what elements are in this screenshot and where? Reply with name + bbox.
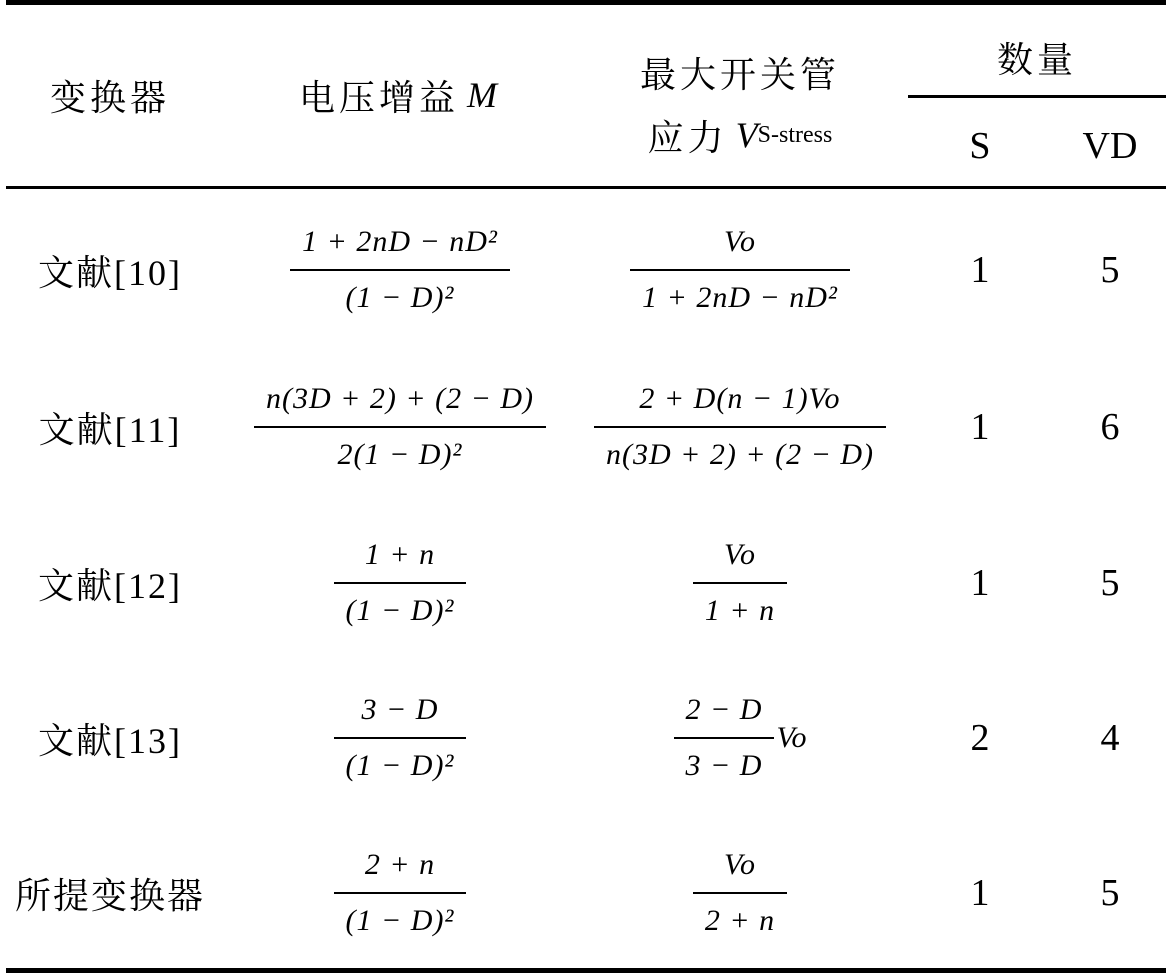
row-count-s: [930, 708, 1030, 768]
header-count: [908, 30, 1166, 85]
stress-tail: Vo: [776, 721, 807, 754]
row-gain: [220, 210, 580, 330]
header-bottom-rule: [6, 186, 1166, 189]
header-count-s-text: S: [969, 124, 991, 167]
row-name-text: 文献[12]: [38, 565, 182, 606]
row-name: [0, 703, 220, 773]
row-gain: [220, 523, 580, 643]
header-count-vd-text: VD: [1082, 124, 1138, 167]
row-count-vd: [1060, 397, 1160, 457]
header-stress-line1-text: 最大开关管: [639, 54, 840, 95]
row-gain: [220, 678, 580, 798]
gain-numerator: 1 + 2nD − nD²: [302, 225, 498, 258]
gain-fraction-bar: [290, 269, 510, 271]
stress-fraction-bar: [693, 892, 787, 894]
row-name: [0, 392, 220, 462]
gain-fraction-bar: [334, 737, 467, 739]
stress-numerator: Vo: [724, 225, 756, 258]
row-count-s-text: 1: [970, 872, 990, 914]
row-stress: [580, 367, 900, 487]
row-count-s: [930, 553, 1030, 613]
row-name-text: 文献[10]: [38, 252, 182, 293]
row-name-text: 所提变换器: [14, 875, 205, 916]
row-stress: [580, 210, 900, 330]
row-count-vd-text: 6: [1100, 406, 1120, 448]
header-converter-text: 变换器: [49, 77, 170, 118]
row-count-vd-text: 5: [1100, 562, 1120, 604]
stress-fraction-bar: [630, 269, 850, 271]
header-count-s: [930, 118, 1030, 173]
row-count-vd: [1060, 240, 1160, 300]
stress-denominator: 1 + 2nD − nD²: [642, 281, 838, 314]
stress-denominator: 1 + n: [704, 594, 776, 627]
gain-fraction-bar: [334, 892, 467, 894]
stress-denominator: 2 + n: [704, 904, 776, 937]
row-count-s: [930, 863, 1030, 923]
row-count-vd-text: 5: [1100, 249, 1120, 291]
stress-fraction-bar: [674, 737, 775, 739]
row-name: [0, 548, 220, 618]
stress-numerator: 2 − D: [685, 693, 763, 726]
gain-numerator: 3 − D: [361, 693, 439, 726]
row-count-vd-text: 4: [1100, 717, 1120, 759]
row-name: [0, 235, 220, 305]
header-stress-line2: [590, 105, 890, 165]
stress-numerator: 2 + D(n − 1)Vo: [639, 382, 841, 415]
row-count-s-text: 1: [970, 249, 990, 291]
stress-denominator: n(3D + 2) + (2 − D): [605, 438, 875, 471]
stress-expression: [674, 691, 807, 785]
gain-numerator: n(3D + 2) + (2 − D): [265, 382, 535, 415]
row-count-s-text: 2: [970, 717, 990, 759]
header-gain-symbol: M: [467, 75, 501, 115]
row-count-s-text: 1: [970, 406, 990, 448]
header-gain: [250, 60, 550, 130]
gain-fraction-bar: [254, 426, 546, 428]
stress-fraction: [630, 223, 850, 317]
stress-expression: [693, 536, 787, 630]
row-name: [0, 858, 220, 928]
header-stress-symbol: V: [735, 115, 758, 155]
row-count-vd: [1060, 863, 1160, 923]
row-name-text: 文献[13]: [38, 720, 182, 761]
row-count-s: [930, 397, 1030, 457]
gain-denominator: (1 − D)²: [345, 594, 455, 627]
stress-numerator: Vo: [724, 538, 756, 571]
gain-fraction: [334, 691, 467, 785]
header-converter: [10, 60, 210, 130]
row-stress: [580, 523, 900, 643]
header-count-text: 数量: [996, 40, 1077, 80]
stress-expression: [630, 223, 850, 317]
header-stress-line1: [590, 42, 890, 102]
gain-denominator: 2(1 − D)²: [337, 438, 463, 471]
row-name-text: 文献[11]: [38, 409, 182, 450]
row-gain: [220, 367, 580, 487]
gain-fraction-bar: [334, 582, 467, 584]
top-rule: [6, 0, 1166, 5]
stress-denominator: 3 − D: [685, 749, 763, 782]
gain-fraction: [334, 536, 467, 630]
stress-expression: [594, 380, 886, 474]
header-stress-line2-text: 应力: [647, 117, 728, 158]
gain-numerator: 2 + n: [364, 848, 436, 881]
row-count-vd: [1060, 708, 1160, 768]
stress-fraction: [693, 846, 787, 940]
stress-fraction-bar: [693, 582, 787, 584]
stress-fraction: [594, 380, 886, 474]
gain-fraction: [334, 846, 467, 940]
header-stress-sub: S-stress: [757, 121, 833, 148]
header-count-vd: [1060, 118, 1160, 173]
count-group-rule: [908, 95, 1166, 98]
header-gain-text: 电压增益: [298, 77, 459, 118]
bottom-rule: [6, 968, 1166, 973]
row-stress: [580, 833, 900, 953]
gain-denominator: (1 − D)²: [345, 904, 455, 937]
row-count-vd-text: 5: [1100, 872, 1120, 914]
stress-fraction: [674, 691, 775, 785]
row-stress: [580, 678, 900, 798]
stress-fraction: [693, 536, 787, 630]
row-count-s-text: 1: [970, 562, 990, 604]
gain-denominator: (1 − D)²: [345, 281, 455, 314]
gain-fraction: [254, 380, 546, 474]
row-gain: [220, 833, 580, 953]
gain-numerator: 1 + n: [364, 538, 436, 571]
stress-expression: [693, 846, 787, 940]
gain-denominator: (1 − D)²: [345, 749, 455, 782]
row-count-vd: [1060, 553, 1160, 613]
stress-fraction-bar: [594, 426, 886, 428]
gain-fraction: [290, 223, 510, 317]
stress-numerator: Vo: [724, 848, 756, 881]
row-count-s: [930, 240, 1030, 300]
